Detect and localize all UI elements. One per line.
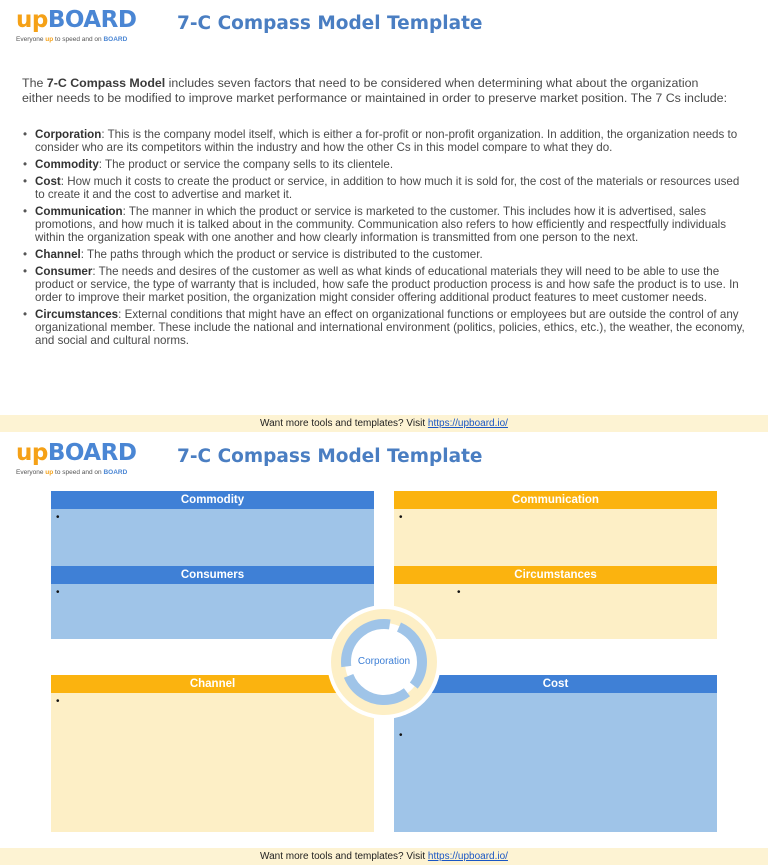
communication-box[interactable] [394, 509, 717, 566]
page-title: 7-C Compass Model Template [177, 446, 483, 467]
list-item: • Channel: The paths through which the product or service is distributed to the customer. [22, 248, 746, 261]
upboard-logo: upBOARD [16, 7, 137, 33]
bullet: • [56, 512, 60, 523]
commodity-header: Commodity [51, 491, 374, 509]
promo-banner: Want more tools and templates? Visit https://upboard.io/ [0, 848, 768, 865]
bullet: • [399, 730, 403, 741]
upboard-link[interactable]: https://upboard.io/ [427, 851, 508, 862]
cost-header: Cost [394, 675, 717, 693]
bullet: • [399, 512, 403, 523]
factor-list [22, 128, 746, 351]
corporation-label: Corporation [357, 656, 411, 667]
logo-tagline: Everyone up to speed and on BOARD [16, 36, 128, 43]
list-item: • Commodity: The product or service the company sells to its clientele. [22, 158, 746, 171]
communication-header: Communication [394, 491, 717, 509]
commodity-box[interactable] [51, 509, 374, 566]
page-title: 7-C Compass Model Template [177, 13, 483, 34]
intro-paragraph: The 7-C Compass Model includes seven factors that need to be considered when determining what about the organization either needs to be modified to improve market performance or maintained in order to preserve market position. The 7 Cs include: [22, 76, 728, 105]
cost-box[interactable] [394, 693, 717, 832]
bullet: • [457, 587, 461, 598]
list-item: • Cost: How much it costs to create the product or service, in addition to how much it is sold for, the cost of the materials or resources used to create it and the cost to advertise and market it. [22, 175, 746, 201]
list-item: • Consumer: The needs and desires of the customer as well as what kinds of educational materials they will need to be able to use the product or service, the type of warranty that is included, how safe the product production process is and how safe the product is to use. In order to improve their market position, the organization might consider offering additional product features to meet customer needs. [22, 265, 746, 304]
bullet: • [56, 587, 60, 598]
upboard-link[interactable]: https://upboard.io/ [427, 418, 508, 429]
consumers-header: Consumers [51, 566, 374, 584]
list-item: • Corporation: This is the company model itself, which is either a for-profit or non-profit organization. In addition, the organization needs to consider who are its competitors within the industry and how the other Cs in this model compare to what they do. [22, 128, 746, 154]
logo-tagline: Everyone up to speed and on BOARD [16, 469, 128, 476]
circumstances-box[interactable] [394, 584, 717, 639]
channel-header: Channel [51, 675, 374, 693]
promo-banner: Want more tools and templates? Visit https://upboard.io/ [0, 415, 768, 432]
list-item: • Communication: The manner in which the product or service is marketed to the customer. This includes how it is advertised, sales promotions, and how much it is talked about in the community. Communication also refers to how efficiently and respectfully individuals within the organization speak with one another and how clearly information is transmitted from one person to the next. [22, 205, 746, 244]
upboard-logo: upBOARD [16, 440, 137, 466]
list-item: • Circumstances: External conditions that might have an effect on organizational functions or employees but are outside the control of any organizational member. These include the national and international environment (politics, policies, ethics, etc.), the weather, the economy, and social and cultural norms. [22, 308, 746, 347]
circumstances-header: Circumstances [394, 566, 717, 584]
bullet: • [56, 696, 60, 707]
